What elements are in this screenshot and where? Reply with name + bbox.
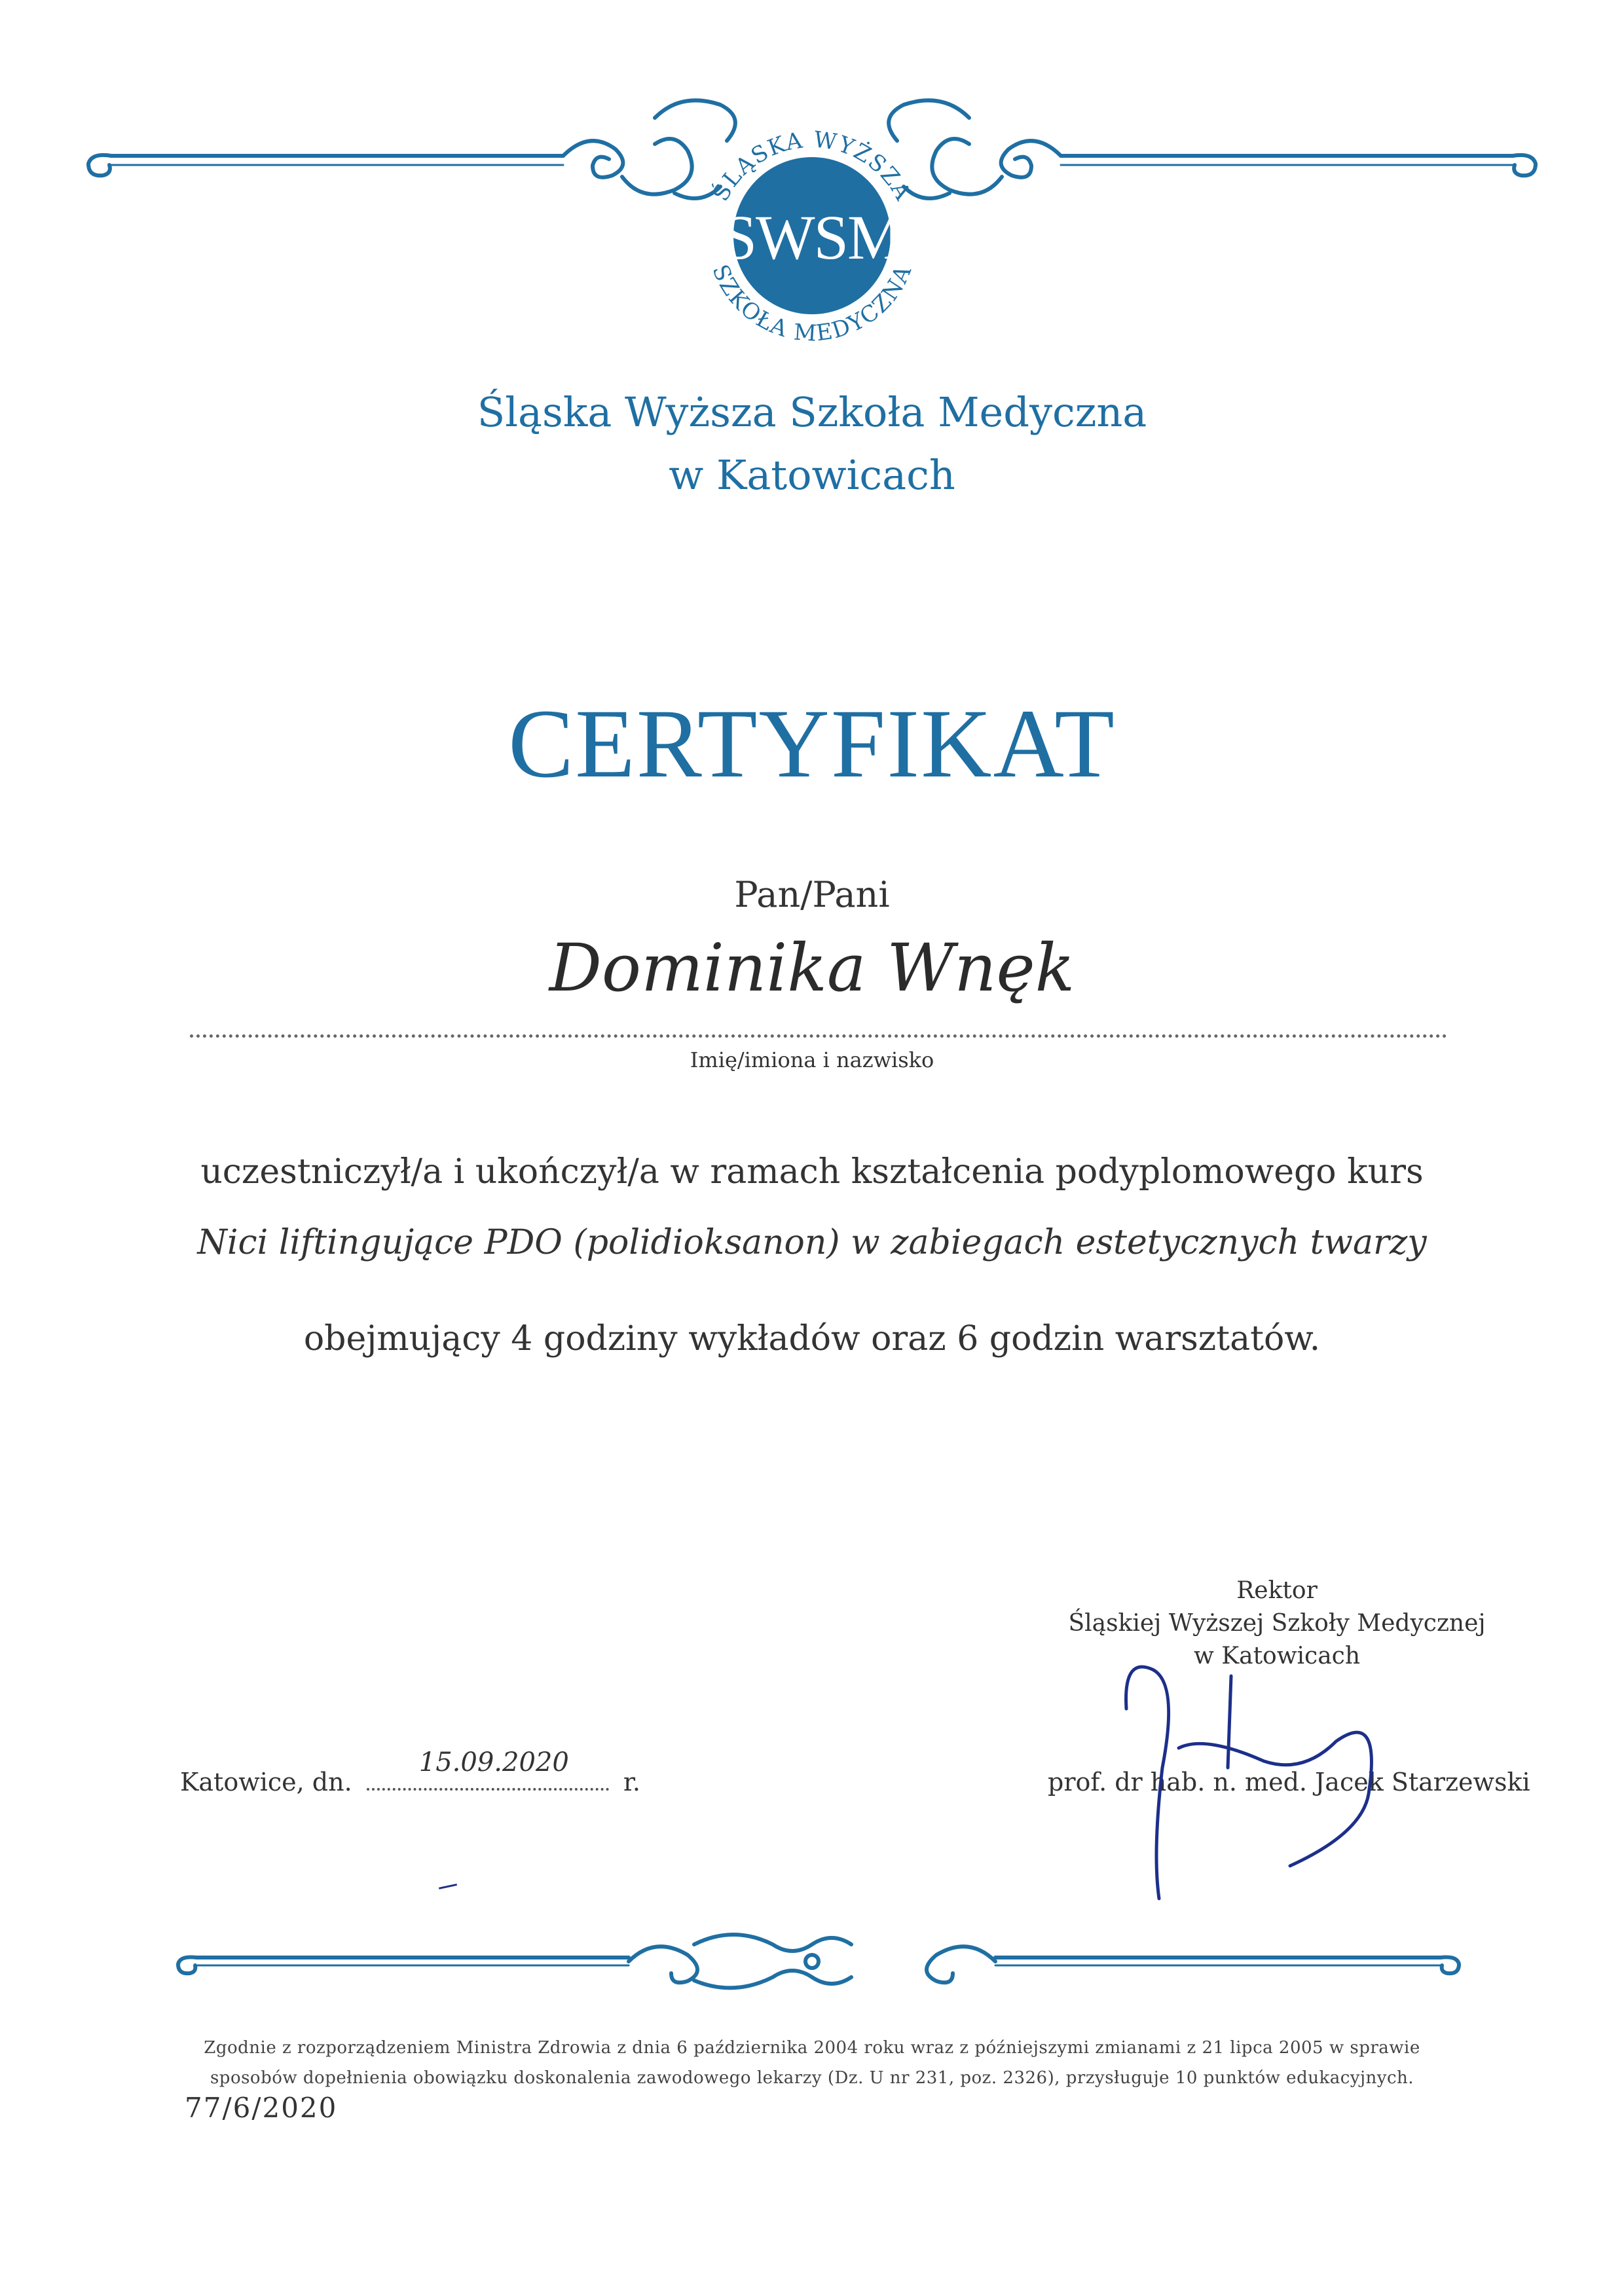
salutation: Pan/Pani xyxy=(734,874,890,915)
logo-abbr: SWSM xyxy=(722,202,902,272)
rektor-city: w Katowicach xyxy=(1193,1643,1361,1669)
issue-date-value: 15.09.2020 xyxy=(418,1747,569,1777)
legal-footnote xyxy=(183,2033,1441,2093)
logo-ring-top: ŚLĄSKA WYŻSZA xyxy=(707,126,917,206)
school-name-line1: Śląska Wyższa Szkoła Medyczna xyxy=(477,388,1147,436)
date-dots xyxy=(367,1747,609,1791)
body-line-hours: obejmujący 4 godziny wykładów oraz 6 godzin warsztatów. xyxy=(303,1319,1321,1358)
body-line-completion: uczestniczył/a i ukończył/a w ramach kształcenia podyplomowego kurs xyxy=(200,1152,1424,1192)
name-dotted-line xyxy=(190,1034,1447,1038)
logo-ring-bottom: SZKOŁA MEDYCZNA xyxy=(707,261,917,347)
legal-footnote-line2: sposobów dopełnienia obowiązku doskonalenia zawodowego lekarzy (Dz. U nr 231, poz. 2326), przysługuje 10 punktów edukacyjnych. xyxy=(210,2068,1414,2088)
certificate-title: CERTYFIKAT xyxy=(508,689,1116,798)
recipient-name: Dominika Wnęk xyxy=(549,930,1075,1006)
ink-mark xyxy=(439,1884,457,1889)
legal-footnote-line1: Zgodnie z rozporządzeniem Ministra Zdrowia z dnia 6 października 2004 roku wraz z późniejszymi zmianami z 21 lipca 2005 w sprawie xyxy=(204,2038,1420,2058)
bottom-ornament-border xyxy=(0,1918,1624,2010)
rektor-title: Rektor xyxy=(1236,1577,1318,1604)
course-name: Nici liftingujące PDO (polidioksanon) w zabiegach estetycznych twarzy xyxy=(197,1223,1427,1262)
signatory-name: prof. dr hab. n. med. Jacek Starzewski xyxy=(1048,1768,1530,1796)
document-number: 77/6/2020 xyxy=(185,2092,338,2124)
school-logo xyxy=(655,98,969,373)
rektor-signature xyxy=(1107,1637,1408,1912)
rektor-school: Śląskiej Wyższej Szkoły Medycznej xyxy=(1068,1610,1486,1637)
recipient-name-caption: Imię/imiona i nazwisko xyxy=(690,1048,934,1072)
school-name-line2: w Katowicach xyxy=(669,451,955,499)
date-prefix: Katowice, dn. xyxy=(180,1768,352,1796)
issue-date-line xyxy=(180,1747,640,1796)
date-suffix: r. xyxy=(623,1768,640,1796)
school-name xyxy=(0,381,1624,507)
